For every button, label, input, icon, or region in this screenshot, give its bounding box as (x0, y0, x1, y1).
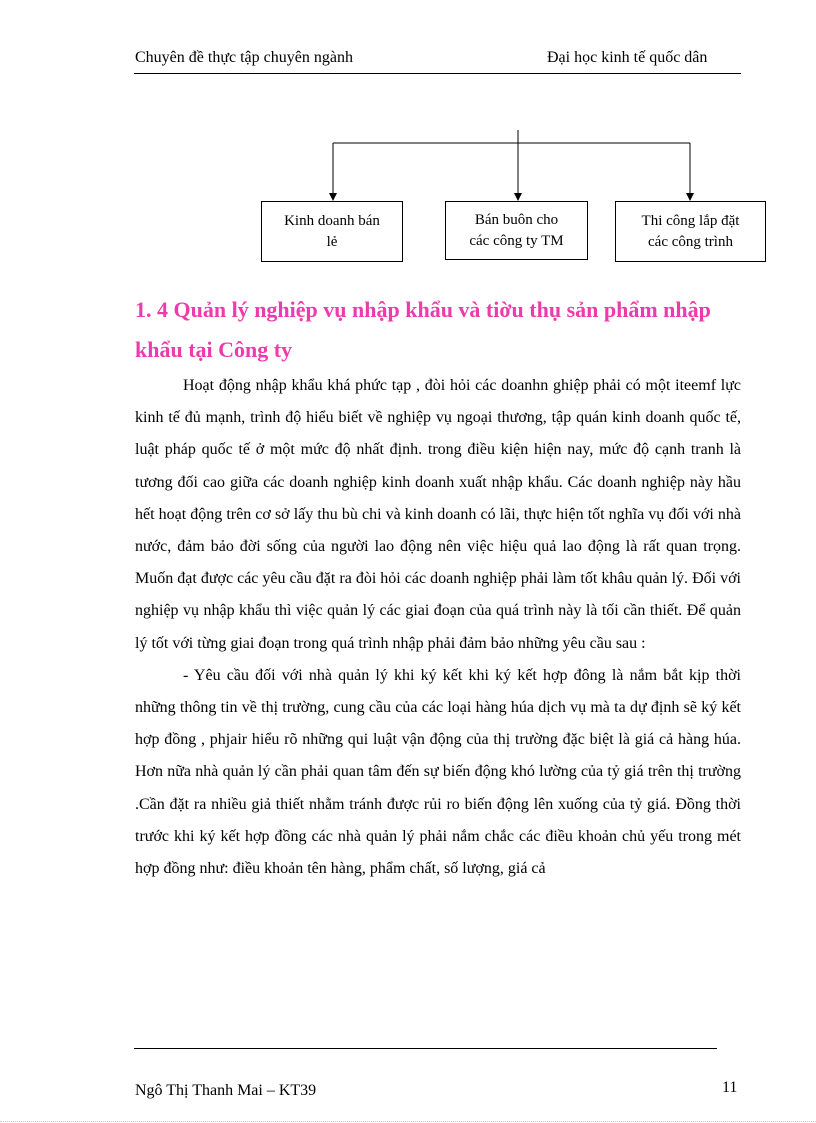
page-number: 11 (722, 1079, 738, 1096)
box-wholesale-line-1: Bán buôn cho (474, 211, 559, 228)
section-heading: 1. 4 Quản lý nghiệp vụ nhập khẩu và tiờu thụ sản phẩm nhập khẩu tại Công ty (135, 297, 711, 362)
header-university: Đại học kinh tế quốc dân (547, 49, 708, 66)
header-course-title: Chuyên đề thực tập chuyên ngành (135, 49, 353, 66)
box-construction (615, 201, 766, 262)
footer-author: Ngô Thị Thanh Mai – KT39 (135, 1082, 317, 1099)
box-retail (261, 201, 403, 262)
box-wholesale (445, 201, 588, 260)
box-construction-line-1: Thi công lắp đặt (641, 212, 740, 229)
arrowhead-2 (514, 193, 522, 201)
box-retail-line-2: lẻ (326, 233, 338, 250)
footer-rule (134, 1048, 717, 1049)
box-construction-line-2: các công trình (648, 233, 733, 250)
arrowhead-3 (686, 193, 694, 201)
org-diagram (0, 0, 816, 300)
paragraph-manager-requirements: - Yêu cầu đối với nhà quản lý khi ký kết khi ký kết hợp đông là nắm bắt kịp thời những thông tin về thị trường, cung cầu của các loại hàng húa dịch vụ mà ta dự định sẽ ký kết hợp đồng , phjair hiểu rõ những qui luật vận động của thị trường đặc biệt là giá cả hàng húa. Hơn nữa nhà quản lý cần phải quan tâm đến sự biến động khó lường của tỷ giá trên thị trường .Cần đặt ra nhiều giả thiết nhằm tránh được rủi ro biến động lên xuống của tỷ giá. Đồng thời trước khi ký kết hợp đồng các nhà quản lý phải nắm chắc các điều khoản chủ yếu trong mét hợp đồng như: điều khoản tên hàng, phẩm chất, số lượng, giá cả (135, 666, 741, 878)
paragraph-import-overview: Hoạt động nhập khẩu khá phức tạp , đòi hỏi các doanhn ghiệp phải có một iteemf lực kinh tế đủ mạnh, trình độ hiểu biết về nghiệp vụ ngoại thương, tập quán kinh doanh quốc tế, luật pháp quốc tế ở một mức độ nhất định. trong điều kiện hiện nay, mức độ cạnh tranh là tương đối cao giữa các doanh nghiệp kinh doanh xuất nhập khẩu. Các doanh nghiệp này hầu hết hoạt động trên cơ sở lấy thu bù chi và kinh doanh có lãi, thực hiện tốt nghĩa vụ đối với nhà nước, đảm bảo đời sống của người lao động nên việc hiệu quả lao động là rất quan trọng. Muốn đạt được các yêu cầu đặt ra đòi hỏi các doanh nghiệp phải làm tốt khâu quản lý. Đối với nghiệp vụ nhập khẩu thì việc quản lý các giai đoạn của quá trình này là tối cần thiết. Để quản lý tốt với từng giai đoạn trong quá trình nhập phải đảm bảo những yêu cầu sau : (135, 377, 741, 652)
arrowhead-1 (329, 193, 337, 201)
box-wholesale-line-2: các công ty TM (469, 232, 564, 249)
body-text (135, 370, 741, 885)
box-retail-line-1: Kinh doanh bán (284, 212, 380, 229)
page-edge-divider (0, 1121, 816, 1122)
